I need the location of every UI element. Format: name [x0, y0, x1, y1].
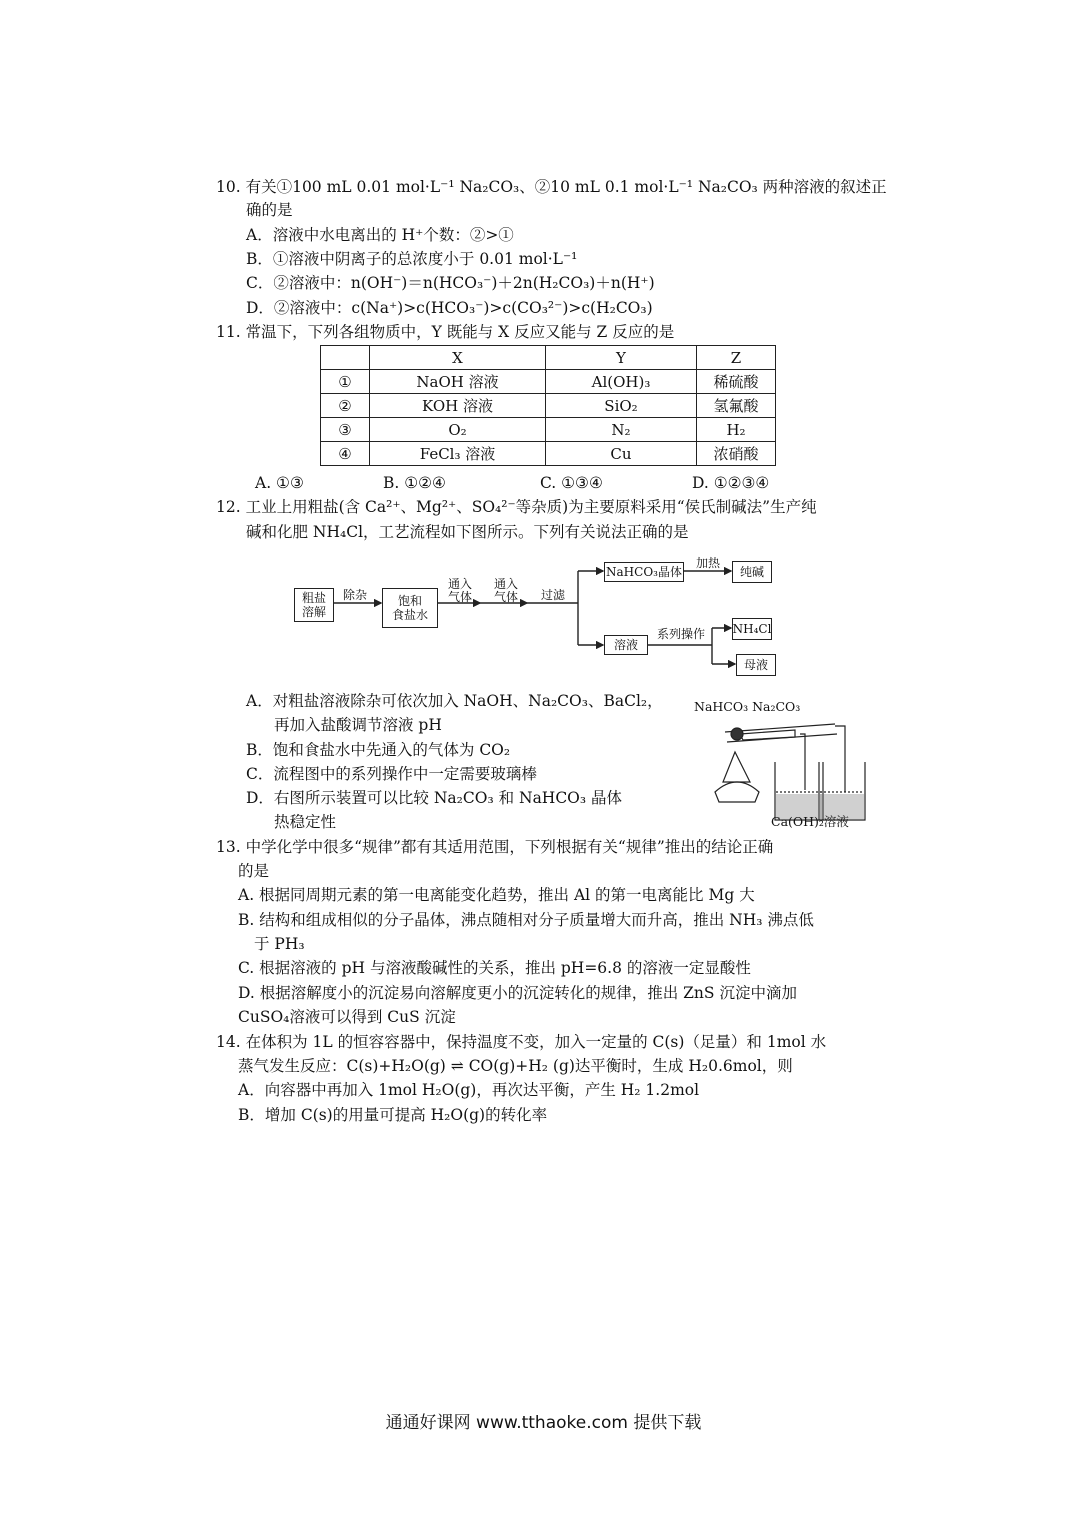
q13-option-d-line2: CuSO₄溶液可以得到 CuS 沉淀: [238, 1008, 456, 1026]
table-row: [321, 418, 776, 442]
table-row: [321, 370, 776, 394]
table-header: X: [370, 346, 546, 370]
flow-label-heat: 加热: [695, 556, 720, 570]
q11-option-b: B. ①②④: [383, 474, 446, 492]
flow-box-raw-salt: 粗盐 溶解: [294, 588, 334, 622]
q13-stem-line1: 13. 中学化学中很多“规律”都有其适用范围，下列根据有关“规律”推出的结论正确: [216, 838, 774, 856]
table-cell: FeCl₃ 溶液: [370, 442, 546, 466]
table-cell: ②: [321, 394, 370, 418]
q12-option-d-line1: D．右图所示装置可以比较 Na₂CO₃ 和 NaHCO₃ 晶体: [246, 789, 623, 807]
q10-option-a: A．溶液中水电离出的 H⁺个数：②>①: [246, 226, 514, 244]
table-row: [321, 394, 776, 418]
q10-stem-line2: 确的是: [246, 201, 293, 219]
q10-stem-line1: 10. 有关①100 mL 0.01 mol·L⁻¹ Na₂CO₃、②10 mL 0.1 mol·L⁻¹ Na₂CO₃ 两种溶液的叙述正: [216, 178, 887, 196]
q10-option-b: B．①溶液中阴离子的总浓度小于 0.01 mol·L⁻¹: [246, 250, 578, 268]
apparatus-label-salts: NaHCO₃ Na₂CO₃: [694, 699, 801, 714]
q12-option-b: B．饱和食盐水中先通入的气体为 CO₂: [246, 741, 511, 759]
q13-stem-line2: 的是: [238, 862, 270, 880]
table-cell: 稀硫酸: [697, 370, 776, 394]
table-cell: 浓硝酸: [697, 442, 776, 466]
flow-box-mother-liquor: 母液: [736, 654, 776, 676]
inner-tube: [740, 730, 795, 740]
clamp: [731, 728, 743, 740]
table-cell: O₂: [370, 418, 546, 442]
q13-option-a: A. 根据同周期元素的第一电离能变化趋势，推出 Al 的第一电离能比 Mg 大: [238, 886, 755, 904]
table-header: Y: [546, 346, 697, 370]
q13-option-b-line2: 于 PH₃: [254, 935, 305, 953]
alcohol-lamp: [715, 782, 759, 802]
q11-stem: 11. 常温下，下列各组物质中，Y 既能与 X 反应又能与 Z 反应的是: [216, 323, 675, 341]
q11-option-c: C. ①③④: [540, 474, 603, 492]
table-cell: KOH 溶液: [370, 394, 546, 418]
table-row: [321, 442, 776, 466]
table-cell: 氢氟酸: [697, 394, 776, 418]
apparatus-label-limewater: Ca(OH)₂溶液: [771, 814, 849, 829]
q12-stem-line1: 12. 工业上用粗盐(含 Ca²⁺、Mg²⁺、SO₄²⁻等杂质)为主要原料采用“侯氏制碱法”生产纯: [216, 498, 817, 516]
flow-label-gas-1: 通入 气体: [447, 577, 472, 604]
q13-option-d-line1: D. 根据溶解度小的沉淀易向溶解度更小的沉淀转化的规律，推出 ZnS 沉淀中滴加: [238, 984, 797, 1002]
table-cell: NaOH 溶液: [370, 370, 546, 394]
q13-option-b-line1: B. 结构和组成相似的分子晶体，沸点随相对分子质量增大而升高，推出 NH₃ 沸点低: [238, 911, 814, 929]
table-header: [321, 346, 370, 370]
flow-label-gas-2: 通入 气体: [493, 577, 518, 604]
table-cell: ③: [321, 418, 370, 442]
q11-table: [320, 345, 776, 466]
q12-option-a-line2: 再加入盐酸调节溶液 pH: [274, 716, 442, 734]
table-cell: H₂: [697, 418, 776, 442]
flow-label-filter: 过滤: [540, 588, 565, 602]
q13-option-c: C. 根据溶液的 pH 与溶液酸碱性的关系，推出 pH=6.8 的溶液一定显酸性: [238, 959, 751, 977]
table-header-row: [321, 346, 776, 370]
q11-option-a: A. ①③: [255, 474, 304, 492]
q12-stem-line2: 碱和化肥 NH₄Cl，工艺流程如下图所示。下列有关说法正确的是: [246, 523, 689, 541]
flow-label-series-operation: 系列操作: [656, 627, 705, 641]
q12-option-c: C．流程图中的系列操作中一定需要玻璃棒: [246, 765, 537, 783]
table-cell: Al(OH)₃: [546, 370, 697, 394]
q10-option-c: C．②溶液中：n(OH⁻)＝n(HCO₃⁻)＋2n(H₂CO₃)＋n(H⁺): [246, 274, 655, 292]
q14-stem-line1: 14. 在体积为 1L 的恒容容器中，保持温度不变，加入一定量的 C(s)（足量）和 1mol 水: [216, 1033, 827, 1051]
lamp-flame: [723, 752, 750, 782]
table-header: Z: [697, 346, 776, 370]
q11-option-d: D. ①②③④: [692, 474, 770, 492]
delivery-tube: [800, 734, 805, 790]
table-cell: SiO₂: [546, 394, 697, 418]
delivery-tube: [835, 726, 845, 792]
page-footer: 通通好课网 www.tthaoke.com 提供下载: [385, 1413, 702, 1433]
table-cell: ①: [321, 370, 370, 394]
table-cell: N₂: [546, 418, 697, 442]
q14-option-a: A．向容器中再加入 1mol H₂O(g)，再次达平衡，产生 H₂ 1.2mol: [238, 1081, 700, 1099]
flow-box-brine: 饱和 食盐水: [382, 588, 438, 628]
q12-option-a-line1: A．对粗盐溶液除杂可依次加入 NaOH、Na₂CO₃、BaCl₂，: [246, 692, 663, 710]
q10-option-d: D．②溶液中：c(Na⁺)>c(HCO₃⁻)>c(CO₃²⁻)>c(H₂CO₃): [246, 299, 653, 317]
q12-option-d-line2: 热稳定性: [274, 813, 337, 831]
flow-box-nahco3-crystal: NaHCO₃晶体: [604, 562, 684, 582]
flow-box-nh4cl: NH₄Cl: [732, 618, 772, 640]
table-cell: ④: [321, 442, 370, 466]
q14-option-b: B．增加 C(s)的用量可提高 H₂O(g)的转化率: [238, 1106, 548, 1124]
table-cell: Cu: [546, 442, 697, 466]
flow-box-soda-ash: 纯碱: [732, 561, 772, 583]
flow-box-solution: 溶液: [604, 635, 648, 655]
flow-label-purify: 除杂: [342, 588, 367, 602]
q14-stem-line2: 蒸气发生反应：C(s)+H₂O(g) ⇌ CO(g)+H₂ (g)达平衡时，生成 H₂0.6mol，则: [238, 1057, 793, 1075]
